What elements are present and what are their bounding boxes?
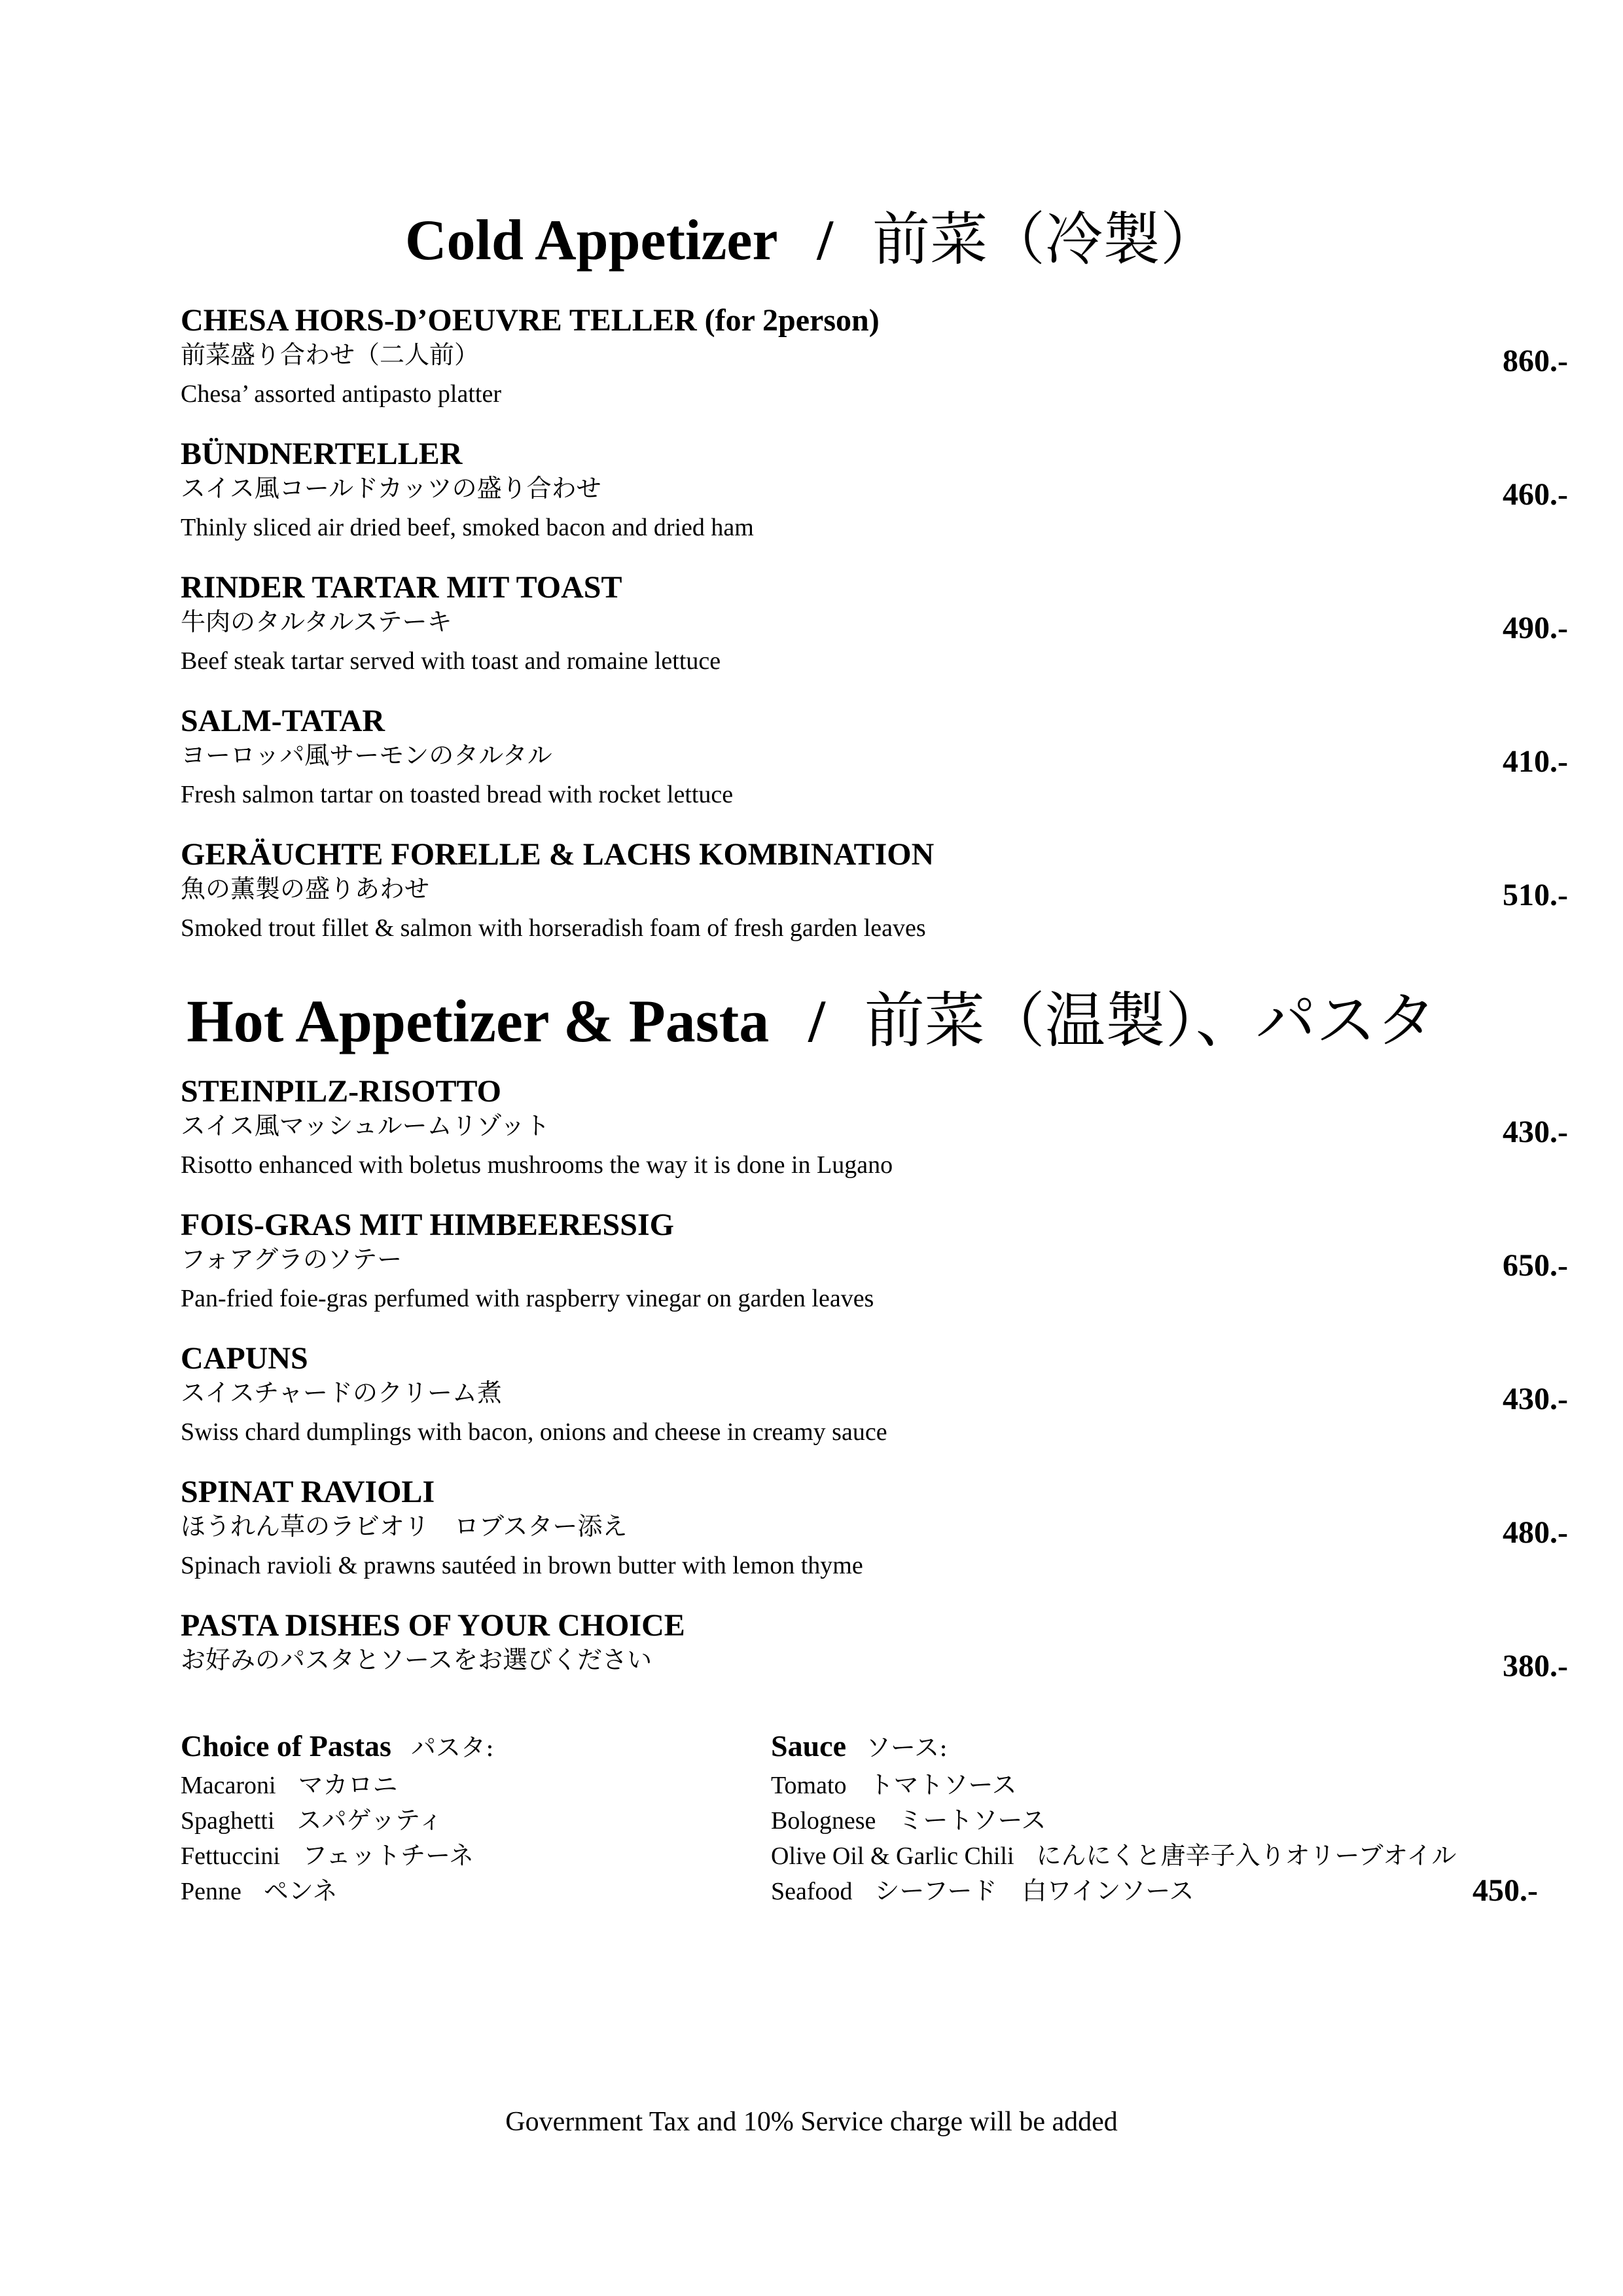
pasta-option-en: Spaghetti (181, 1807, 275, 1835)
item-name-jp: 牛肉のタルタルステーキ (181, 607, 452, 636)
item-description: Pan-fried foie-gras perfumed with raspberry vinegar on garden leaves (181, 1285, 874, 1312)
pasta-option-jp: ペンネ (263, 1876, 338, 1905)
pasta-choices (181, 1725, 494, 1909)
sauce-option (771, 1803, 1538, 1838)
item-name: SPINAT RAVIOLI (181, 1475, 435, 1509)
item-price: 650.- (1503, 1248, 1568, 1283)
item-description: Risotto enhanced with boletus mushrooms the way it is done in Lugano (181, 1151, 893, 1179)
sauce-option-en: Tomato (771, 1772, 847, 1799)
sauce-option (771, 1873, 1538, 1909)
item-name: PASTA DISHES OF YOUR CHOICE (181, 1608, 685, 1643)
item-name-jp: ヨーロッパ風サーモンのタルタル (181, 741, 552, 770)
menu-item-spinat-ravioli (181, 1474, 1568, 1605)
pasta-choices-heading (181, 1725, 494, 1767)
item-name: FOIS-GRAS MIT HIMBEERESSIG (181, 1208, 674, 1242)
pasta-option-en: Fettuccini (181, 1842, 280, 1870)
sauce-option-jp: トマトソース (868, 1770, 1017, 1799)
pasta-option-jp: スパゲッティ (296, 1806, 443, 1835)
item-description: Swiss chard dumplings with bacon, onions and cheese in creamy sauce (181, 1418, 887, 1446)
pasta-option (181, 1767, 494, 1803)
item-description: Spinach ravioli & prawns sautéed in brown butter with lemon thyme (181, 1552, 863, 1579)
sauce-option-en: Seafood (771, 1878, 853, 1905)
item-name-jp: スイス風マッシュルームリゾット (181, 1111, 550, 1140)
section-title-cold-appetizer (0, 194, 1623, 276)
item-price: 430.- (1503, 1382, 1568, 1416)
pasta-option-jp: マカロニ (298, 1770, 398, 1799)
sauce-option-en: Olive Oil & Garlic Chili (771, 1842, 1014, 1870)
item-name: SALM-TATAR (181, 704, 385, 738)
item-name-jp: 前菜盛り合わせ（二人前） (181, 340, 480, 369)
item-price: 480.- (1503, 1515, 1568, 1550)
item-price: 510.- (1503, 878, 1568, 912)
menu-item-chesa-hors-doeuvre (181, 302, 1568, 433)
item-name-jp: フォアグラのソテー (181, 1245, 402, 1274)
item-price: 430.- (1503, 1115, 1568, 1149)
item-price: 490.- (1503, 611, 1568, 645)
section-title-en: Cold Appetizer (405, 209, 778, 272)
pasta-choices-label-jp: パスタ: (410, 1733, 494, 1762)
menu-item-fois-gras (181, 1207, 1568, 1338)
item-name: CAPUNS (181, 1341, 308, 1376)
item-description: Thinly sliced air dried beef, smoked bacon and dried ham (181, 514, 754, 541)
sauce-option-jp: にんにくと唐辛子入りオリーブオイル (1036, 1841, 1457, 1870)
item-price: 410.- (1503, 744, 1568, 779)
item-name-jp: お好みのパスタとソースをお選びください (181, 1645, 652, 1674)
item-description: Fresh salmon tartar on toasted bread with rocket lettuce (181, 781, 734, 808)
sauce-choices (771, 1725, 1538, 1909)
menu-item-bundnerteller (181, 436, 1568, 567)
section-title-jp: 前菜（温製）、パスタ (864, 986, 1436, 1056)
menu-item-steinpilz-risotto (181, 1073, 1568, 1204)
pasta-choices-label: Choice of Pastas (181, 1729, 391, 1763)
pasta-option (181, 1838, 494, 1873)
pasta-option-jp: フェットチーネ (302, 1841, 474, 1870)
menu-item-capuns (181, 1340, 1568, 1471)
menu-item-pasta-dishes (181, 1607, 1568, 1738)
item-name-jp: ほうれん草のラビオリ ロブスター添え (181, 1512, 628, 1541)
sauce-choices-heading (771, 1725, 1538, 1767)
item-name-jp: スイスチャードのクリーム煮 (181, 1378, 502, 1407)
sauce-option (771, 1767, 1538, 1803)
menu-item-forelle-lachs (181, 836, 1568, 967)
section-title-en: Hot Appetizer & Pasta (187, 988, 770, 1054)
menu-item-salm-tatar (181, 703, 1568, 834)
item-name: BÜNDNERTELLER (181, 437, 463, 471)
pasta-option-en: Macaroni (181, 1772, 276, 1799)
sauce-option-jp: ミートソース (898, 1806, 1046, 1835)
item-price: 860.- (1503, 344, 1568, 378)
section-title-separator: / (817, 209, 833, 272)
item-name: RINDER TARTAR MIT TOAST (181, 570, 622, 605)
sauce-option-jp: シーフード 白ワインソース (874, 1876, 1194, 1905)
item-name-jp: スイス風コールドカッツの盛り合わせ (181, 474, 601, 503)
sauce-option-en: Bolognese (771, 1807, 876, 1835)
menu-item-rinder-tartar (181, 569, 1568, 700)
item-name: STEINPILZ-RISOTTO (181, 1074, 501, 1109)
item-price: 380.- (1503, 1649, 1568, 1683)
sauce-option (771, 1838, 1538, 1873)
item-description: Beef steak tartar served with toast and romaine lettuce (181, 647, 721, 675)
pasta-option (181, 1873, 494, 1909)
sauce-choices-label-jp: ソース: (866, 1733, 948, 1762)
section-title-separator: / (808, 988, 825, 1054)
item-description: Smoked trout fillet & salmon with horseradish foam of fresh garden leaves (181, 914, 926, 942)
section-title-hot-appetizer-pasta (0, 973, 1623, 1059)
item-price: 460.- (1503, 477, 1568, 512)
footer-note: Government Tax and 10% Service charge will be added (505, 2107, 1118, 2137)
pasta-option-en: Penne (181, 1878, 241, 1905)
item-name-jp: 魚の薫製の盛りあわせ (181, 874, 430, 903)
sauce-option-price: 450.- (1472, 1873, 1538, 1908)
item-description: Chesa’ assorted antipasto platter (181, 380, 501, 408)
section-title-jp: 前菜（冷製） (872, 206, 1218, 273)
item-name: CHESA HORS-D’OEUVRE TELLER (for 2person) (181, 303, 880, 338)
item-name: GERÄUCHTE FORELLE & LACHS KOMBINATION (181, 837, 935, 872)
sauce-choices-label: Sauce (771, 1729, 846, 1763)
pasta-option (181, 1803, 494, 1838)
